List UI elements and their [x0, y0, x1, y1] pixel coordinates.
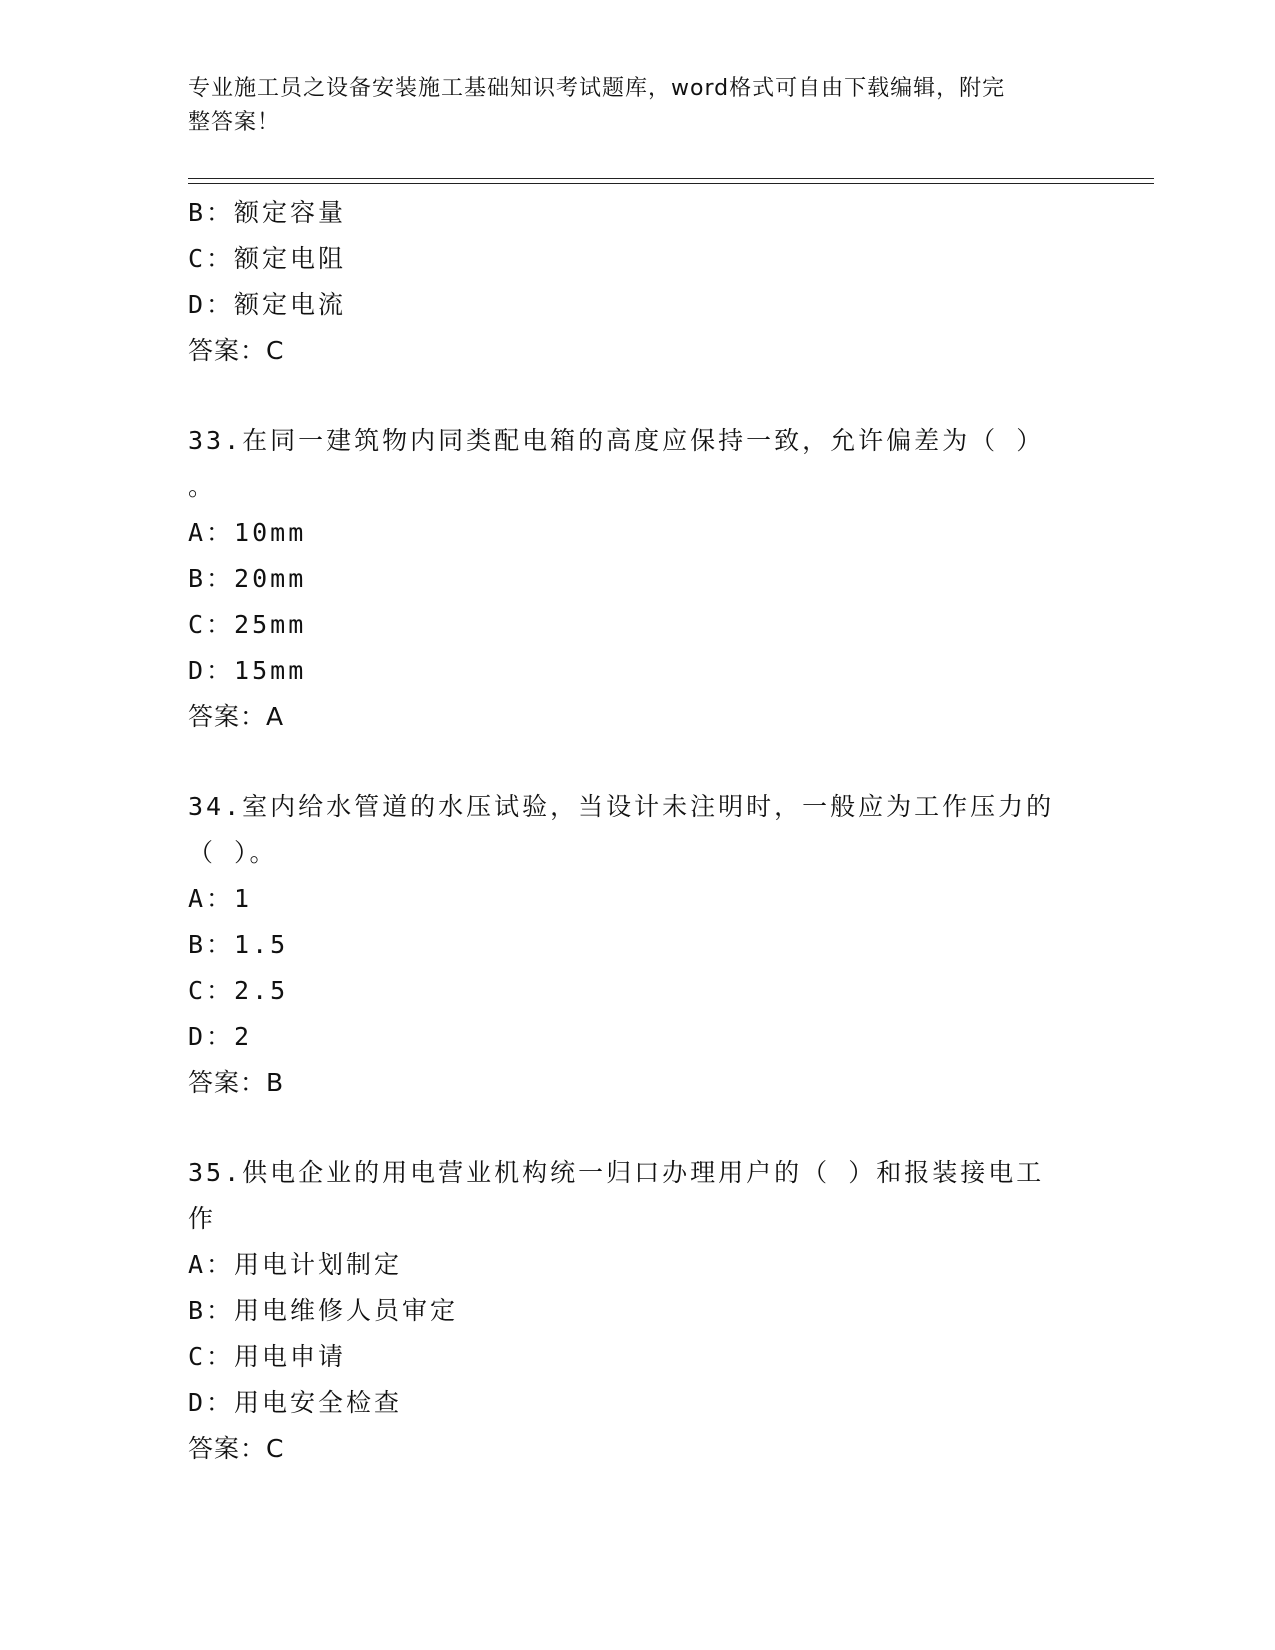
- header-divider-top: [188, 178, 1154, 179]
- option-d: D：2: [188, 1022, 253, 1051]
- option-b: B：用电维修人员审定: [188, 1296, 459, 1325]
- option-d: D：15mm: [188, 656, 307, 685]
- document-header: [188, 72, 1078, 140]
- option-d: D：额定电流: [188, 290, 347, 319]
- option-c: C：2.5: [188, 976, 289, 1005]
- header-line-1: 专业施工员之设备安装施工基础知识考试题库，word格式可自由下载编辑，附完: [188, 76, 1006, 101]
- header-line-2: 整答案！: [188, 110, 281, 135]
- option-b: B：额定容量: [188, 198, 347, 227]
- question-stem-continued: 。: [188, 472, 217, 501]
- answer-line: 答案：A: [188, 702, 285, 731]
- option-d: D：用电安全检查: [188, 1388, 403, 1417]
- question-35: [188, 1150, 1108, 1472]
- header-divider-bottom: [188, 183, 1154, 184]
- question-34: [188, 784, 1108, 1106]
- answer-line: 答案：C: [188, 336, 285, 365]
- option-c: C：用电申请: [188, 1342, 347, 1371]
- option-c: C：25mm: [188, 610, 307, 639]
- answer-line: 答案：B: [188, 1068, 285, 1097]
- option-a: A：10mm: [188, 518, 307, 547]
- question-stem: 35.供电企业的用电营业机构统一归口办理用户的（ ）和报装接电工: [188, 1158, 1045, 1187]
- question-stem: 34.室内给水管道的水压试验，当设计未注明时，一般应为工作压力的: [188, 792, 1055, 821]
- option-b: B：20mm: [188, 564, 307, 593]
- question-stem: 33.在同一建筑物内同类配电箱的高度应保持一致，允许偏差为（ ）: [188, 426, 1045, 455]
- option-c: C：额定电阻: [188, 244, 347, 273]
- option-a: A：1: [188, 884, 253, 913]
- question-stem-continued: 作: [188, 1204, 217, 1233]
- answer-line: 答案：C: [188, 1434, 285, 1463]
- question-list: [188, 190, 1108, 1472]
- question-33: [188, 418, 1108, 740]
- option-a: A：用电计划制定: [188, 1250, 403, 1279]
- question-32-continued: [188, 190, 1108, 374]
- option-b: B：1.5: [188, 930, 289, 959]
- question-stem-continued: （ ）。: [188, 838, 278, 867]
